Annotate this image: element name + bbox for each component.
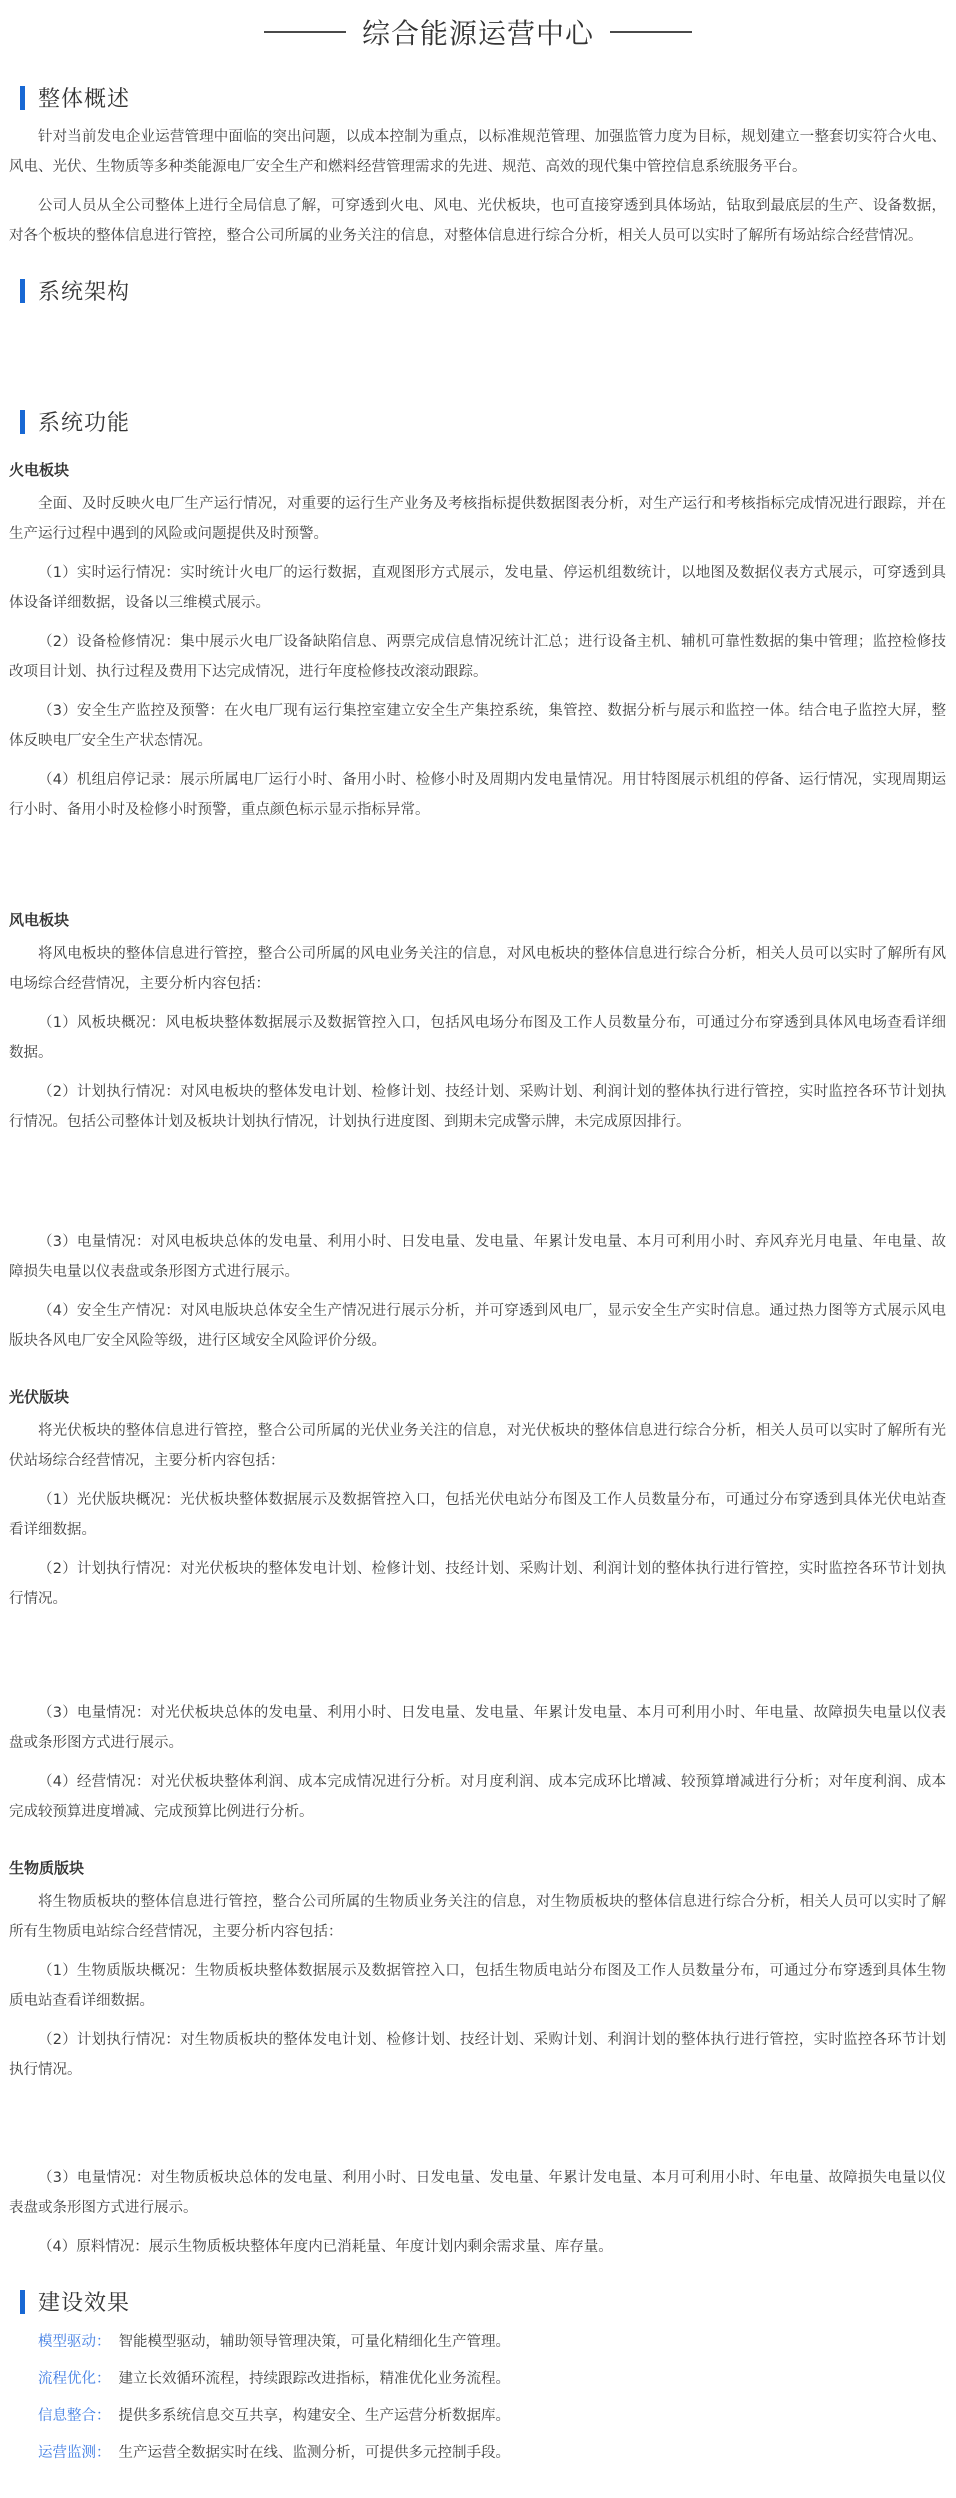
biomass-intro: 将生物质板块的整体信息进行管控，整合公司所属的生物质业务关注的信息，对生物质板块的整体信息进行综合分析，相关人员可以实时了解所有生物质电站综合经营情况，主要分析内容包括： <box>9 1894 946 1940</box>
effect-label: 模型驱动： <box>38 2334 111 2350</box>
title-divider-right <box>610 31 692 33</box>
wind-figure-blank-area <box>9 1146 946 1218</box>
effect-label: 信息整合： <box>38 2408 111 2424</box>
wind-item-4: （4）安全生产情况：对风电版块总体安全生产情况进行展示分析，并可穿透到风电厂，显示安全生产实时信息。通过热力图等方式展示风电版块各风电厂安全风险等级，进行区域安全风险评价分级。 <box>9 1303 946 1349</box>
biomass-item-2: （2）计划执行情况：对生物质板块的整体发电计划、检修计划、技经计划、采购计划、利润计划的整体执行进行管控，实时监控各环节计划执行情况。 <box>9 2032 946 2078</box>
architecture-figure-blank-area <box>0 312 956 382</box>
effect-item-process-optimization <box>9 2367 946 2391</box>
functions-content <box>0 459 956 2262</box>
overview-paragraph-1: 针对当前发电企业运营管理中面临的突出问题，以成本控制为重点，以标准规范管理、加强监管力度为目标，规划建立一整套切实符合火电、风电、光伏、生物质等多种类能源电厂安全生产和燃料经营管理需求的先进、规范、高效的现代集中管控信息系统服务平台。 <box>9 129 946 175</box>
section-title-architecture: 系统架构 <box>38 280 131 305</box>
wind-item-1: （1）风板块概况：风电板块整体数据展示及数据管控入口，包括风电场分布图及工作人员数量分布，可通过分布穿透到具体风电场查看详细数据。 <box>9 1015 946 1061</box>
solar-intro: 将光伏板块的整体信息进行管控，整合公司所属的光伏业务关注的信息，对光伏板块的整体信息进行综合分析，相关人员可以实时了解所有光伏站场综合经营情况，主要分析内容包括： <box>9 1423 946 1469</box>
heading-accent-bar <box>20 279 25 303</box>
biomass-item-4: （4）原料情况：展示生物质板块整体年度内已消耗量、年度计划内剩余需求量、库存量。 <box>38 2239 613 2255</box>
fire-figure-blank-area <box>9 834 946 879</box>
effect-text: 建立长效循环流程，持续跟踪改进指标，精准优化业务流程。 <box>118 2371 510 2387</box>
title-divider-left <box>264 31 346 33</box>
heading-accent-bar <box>20 2290 25 2314</box>
page-title-row <box>0 0 956 58</box>
effect-label: 运营监测： <box>38 2445 111 2461</box>
fire-item-4: （4）机组启停记录：展示所属电厂运行小时、备用小时、检修小时及周期内发电量情况。用甘特图展示机组的停备、运行情况，实现周期运行小时、备用小时及检修小时预警，重点颜色标示显示指标异常。 <box>9 772 946 818</box>
section-title-effects: 建设效果 <box>38 2291 131 2316</box>
effect-item-operation-monitoring <box>9 2441 946 2465</box>
effect-label: 流程优化： <box>38 2371 111 2387</box>
effect-text: 智能模型驱动，辅助领导管理决策，可量化精细化生产管理。 <box>118 2334 510 2350</box>
solar-item-1: （1）光伏版块概况：光伏板块整体数据展示及数据管控入口，包括光伏电站分布图及工作人员数量分布，可通过分布穿透到具体光伏电站查看详细数据。 <box>9 1492 946 1538</box>
fire-item-1: （1）实时运行情况：实时统计火电厂的运行数据，直观图形方式展示，发电量、停运机组数统计，以地图及数据仪表方式展示，可穿透到具体设备详细数据，设备以三维模式展示。 <box>9 565 946 611</box>
module-title-biomass: 生物质版块 <box>9 1859 85 1877</box>
effect-text: 生产运营全数据实时在线、监测分析，可提供多元控制手段。 <box>118 2445 510 2461</box>
solar-figure-blank-area <box>9 1623 946 1689</box>
section-title-functions: 系统功能 <box>38 411 131 436</box>
wind-item-3: （3）电量情况：对风电板块总体的发电量、利用小时、日发电量、发电量、年累计发电量、本月可利用小时、弃风弃光月电量、年电量、故障损失电量以仪表盘或条形图方式进行展示。 <box>9 1234 946 1280</box>
overview-paragraph-2: 公司人员从全公司整体上进行全局信息了解，可穿透到火电、风电、光伏板块，也可直接穿透到具体场站，钻取到最底层的生产、设备数据，对各个板块的整体信息进行管控，整合公司所属的业务关注的信息，对整体信息进行综合分析，相关人员可以实时了解所有场站综合经营情况。 <box>9 198 946 244</box>
heading-accent-bar <box>20 86 25 110</box>
section-title-overview: 整体概述 <box>38 87 131 112</box>
heading-accent-bar <box>20 410 25 434</box>
section-heading-effects <box>0 2286 956 2317</box>
biomass-item-3: （3）电量情况：对生物质板块总体的发电量、利用小时、日发电量、发电量、年累计发电量、本月可利用小时、年电量、故障损失电量以仪表盘或条形图方式进行展示。 <box>9 2170 946 2216</box>
effect-text: 提供多系统信息交互共享，构建安全、生产运营分析数据库。 <box>118 2408 510 2424</box>
effects-content <box>0 2330 956 2465</box>
solar-item-3: （3）电量情况：对光伏板块总体的发电量、利用小时、日发电量、发电量、年累计发电量、本月可利用小时、年电量、故障损失电量以仪表盘或条形图方式进行展示。 <box>9 1705 946 1751</box>
solar-item-4: （4）经营情况：对光伏板块整体利润、成本完成情况进行分析。对月度利润、成本完成环比增减、较预算增减进行分析；对年度利润、成本完成较预算进度增减、完成预算比例进行分析。 <box>9 1774 946 1820</box>
overview-content <box>0 122 956 251</box>
effect-item-information-integration <box>9 2404 946 2428</box>
fire-item-2: （2）设备检修情况：集中展示火电厂设备缺陷信息、两票完成信息情况统计汇总；进行设备主机、辅机可靠性数据的集中管理；监控检修技改项目计划、执行过程及费用下达完成情况，进行年度检修技改滚动跟踪。 <box>9 634 946 680</box>
fire-intro: 全面、及时反映火电厂生产运行情况，对重要的运行生产业务及考核指标提供数据图表分析，对生产运行和考核指标完成情况进行跟踪，并在生产运行过程中遇到的风险或问题提供及时预警。 <box>9 496 946 542</box>
solar-item-2: （2）计划执行情况：对光伏板块的整体发电计划、检修计划、技经计划、采购计划、利润计划的整体执行进行管控，实时监控各环节计划执行情况。 <box>9 1561 946 1607</box>
module-title-solar: 光伏版块 <box>9 1388 70 1406</box>
section-heading-functions <box>0 406 956 437</box>
module-title-wind: 风电板块 <box>9 911 70 929</box>
section-heading-architecture <box>0 275 956 306</box>
biomass-figure-blank-area <box>9 2094 946 2154</box>
effect-item-model-driven <box>9 2330 946 2354</box>
wind-item-2: （2）计划执行情况：对风电板块的整体发电计划、检修计划、技经计划、采购计划、利润计划的整体执行进行管控，实时监控各环节计划执行情况。包括公司整体计划及板块计划执行情况，计划执行进度图、到期未完成警示牌，未完成原因排行。 <box>9 1084 946 1130</box>
section-heading-overview <box>0 82 956 113</box>
biomass-item-1: （1）生物质版块概况：生物质板块整体数据展示及数据管控入口，包括生物质电站分布图及工作人员数量分布，可通过分布穿透到具体生物质电站查看详细数据。 <box>9 1963 946 2009</box>
wind-intro: 将风电板块的整体信息进行管控，整合公司所属的风电业务关注的信息，对风电板块的整体信息进行综合分析，相关人员可以实时了解所有风电场综合经营情况，主要分析内容包括： <box>9 946 946 992</box>
fire-item-3: （3）安全生产监控及预警：在火电厂现有运行集控室建立安全生产集控系统，集管控、数据分析与展示和监控一体。结合电子监控大屏，整体反映电厂安全生产状态情况。 <box>9 703 946 749</box>
module-title-fire: 火电板块 <box>9 461 70 479</box>
page-title: 综合能源运营中心 <box>361 17 594 50</box>
